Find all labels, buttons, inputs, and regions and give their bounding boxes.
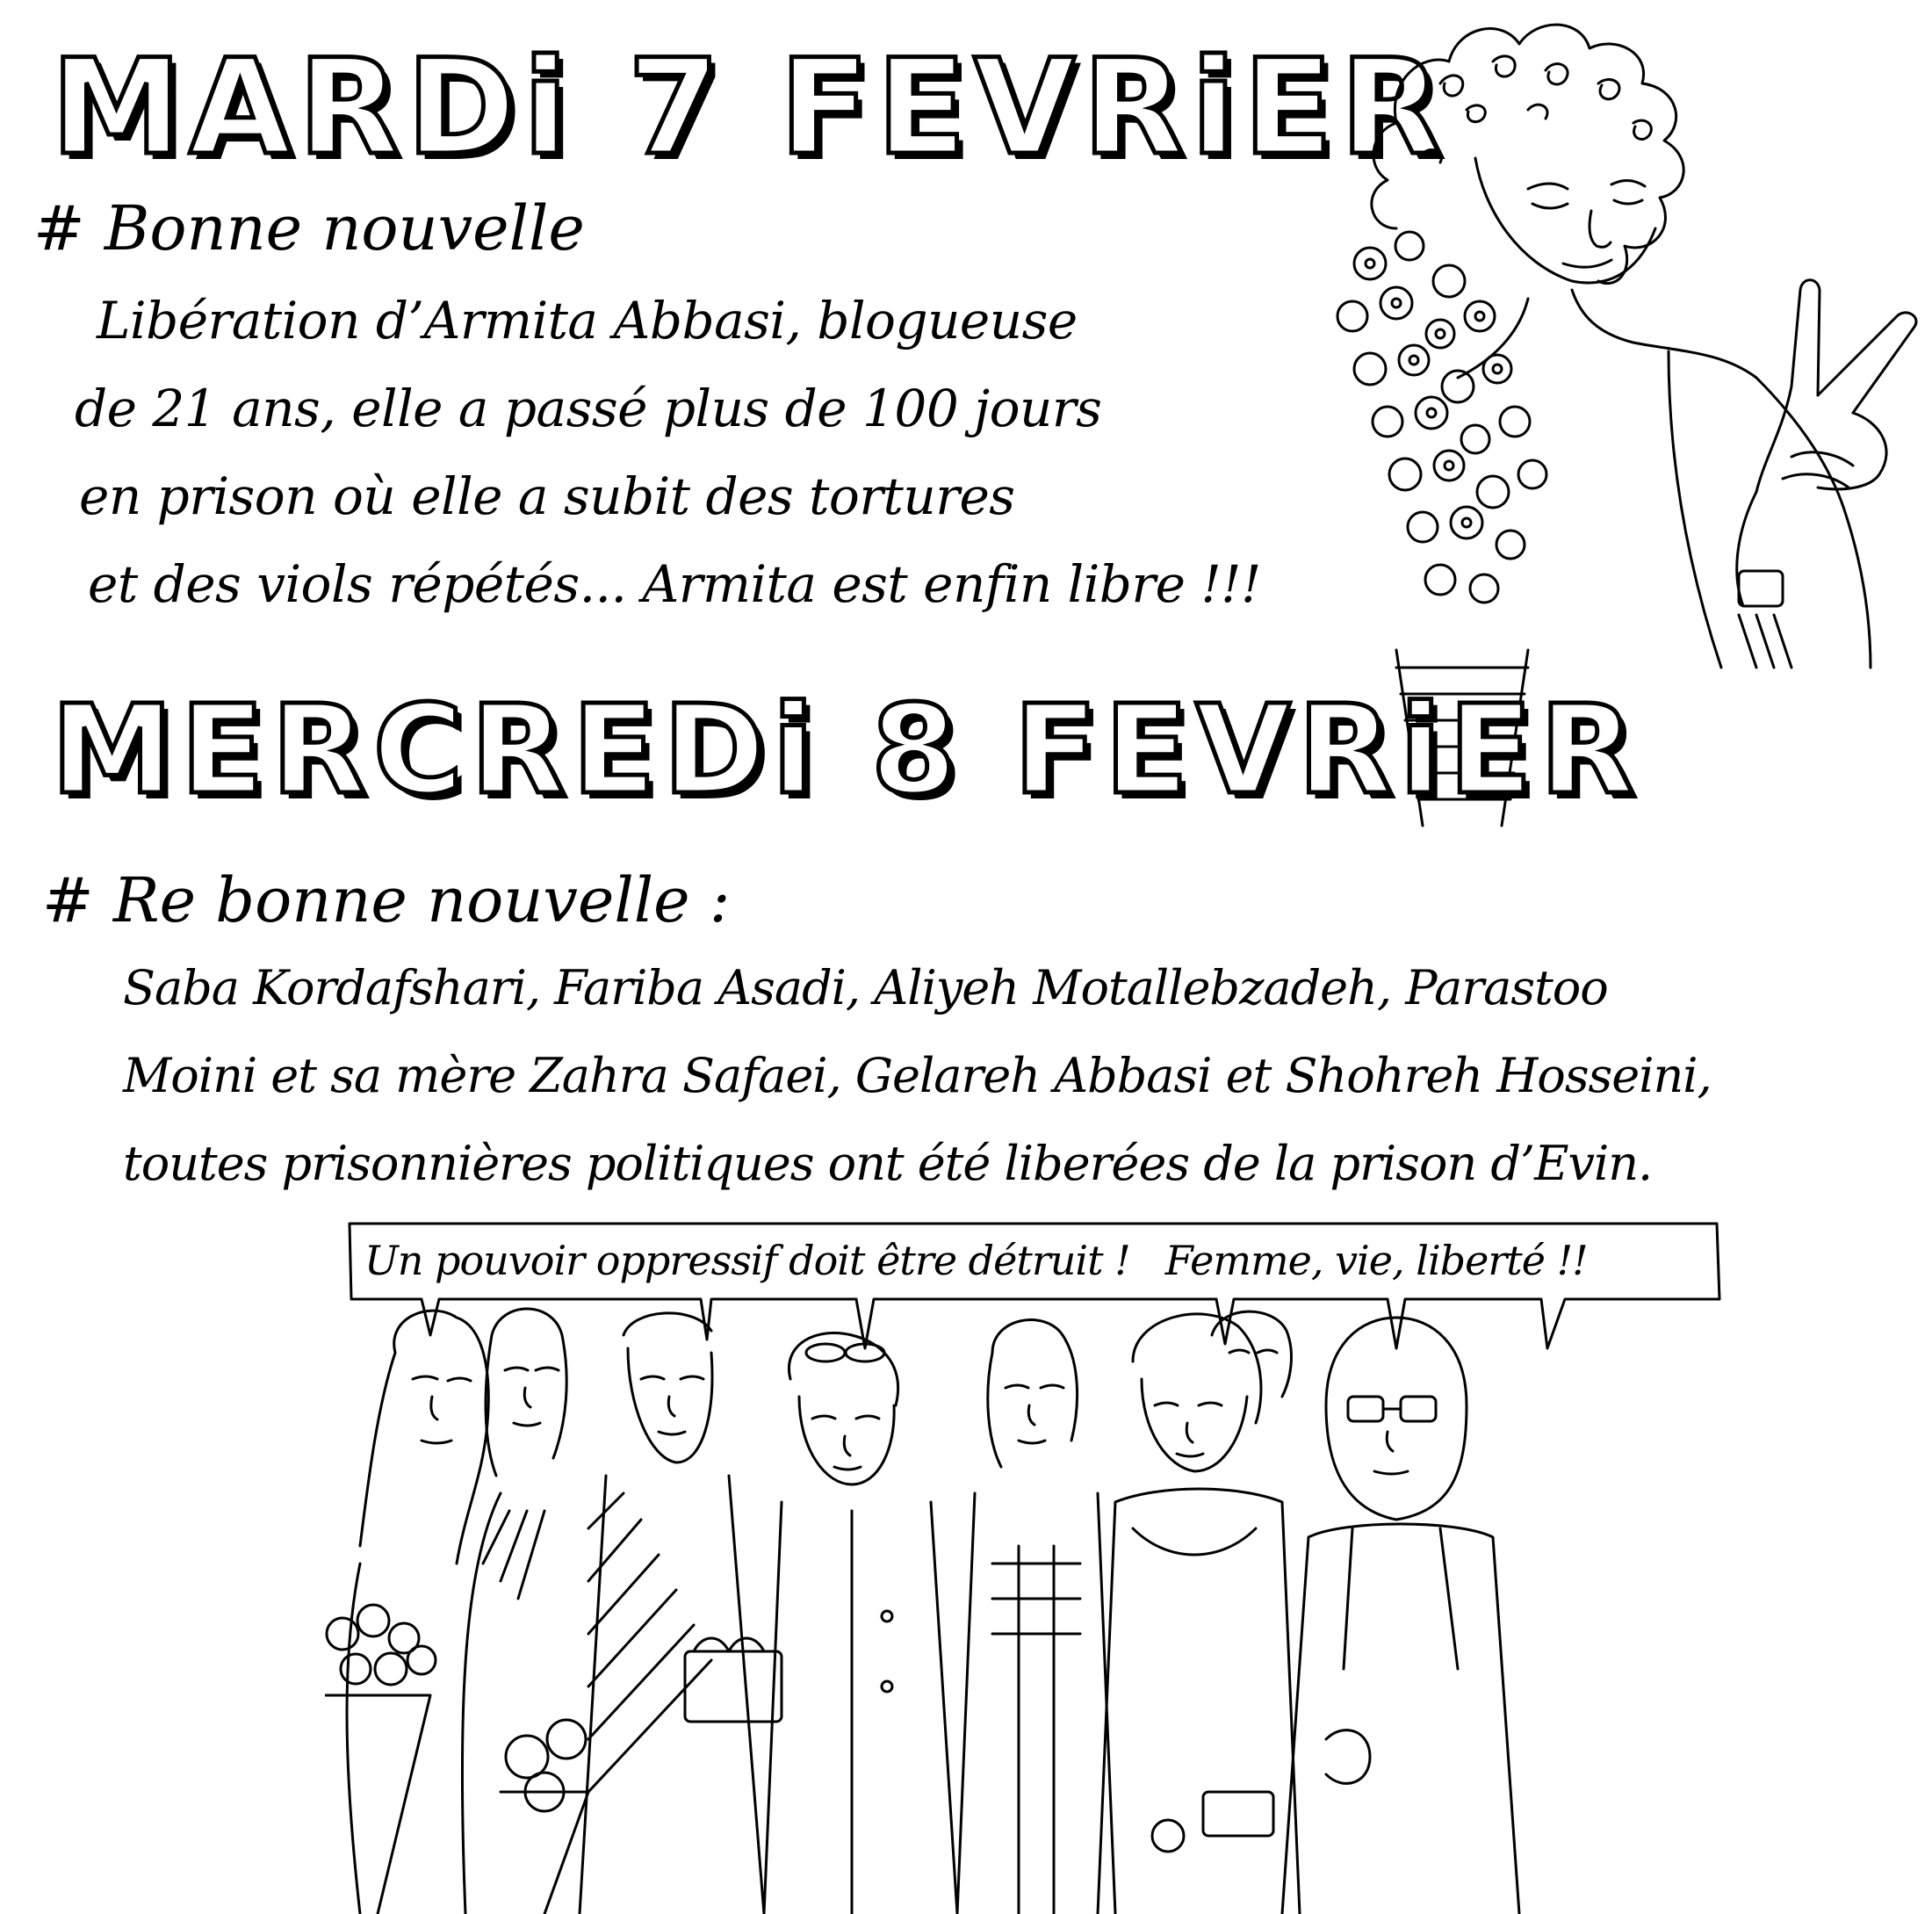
hashtag-good-news: # Bonne nouvelle bbox=[33, 192, 585, 264]
v-sign-hand-drawing bbox=[1737, 280, 1916, 606]
slogan-destroy-oppressive-power: Un pouvoir oppressif doit être détruit ! bbox=[364, 1237, 1130, 1284]
woman-5-drawing bbox=[957, 1320, 1115, 1914]
hair-drawing bbox=[1372, 25, 1683, 284]
woman-6-drawing bbox=[1098, 1314, 1300, 1914]
news-1-line-4: et des viols répétés... Armita est enfin libre !!! bbox=[88, 554, 1261, 614]
woman-7-drawing bbox=[1282, 1318, 1519, 1914]
news-1-line-2: de 21 ans, elle a passé plus de 100 jours bbox=[75, 379, 1102, 438]
heading-tuesday: MARDi 7 FEVRiER bbox=[51, 32, 1449, 184]
news-2-line-2: Moini et sa mère Zahra Safaei, Gelareh Abbasi et Shohreh Hosseini, bbox=[123, 1048, 1712, 1103]
face-drawing bbox=[1475, 158, 1655, 283]
woman-4-drawing bbox=[685, 1333, 957, 1914]
hashtag-good-news-again: # Re bonne nouvelle : bbox=[42, 864, 731, 936]
woman-3-drawing bbox=[580, 1313, 764, 1914]
heading-wednesday: MERCREDi 8 FEVRiER bbox=[51, 679, 1641, 822]
woman-8-drawing bbox=[1212, 1311, 1291, 1397]
news-2-line-3: toutes prisonnières politiques ont été liberées de la prison d’Evin. bbox=[123, 1136, 1653, 1191]
woman-2-drawing bbox=[462, 1309, 588, 1914]
news-2-line-1: Saba Kordafshari, Fariba Asadi, Aliyeh Motallebzadeh, Parastoo bbox=[123, 960, 1608, 1015]
news-1-line-3: en prison où elle a subit des tortures bbox=[79, 466, 1015, 526]
news-1-line-1: Libération d’Armita Abbasi, blogueuse bbox=[97, 291, 1078, 350]
bubble-text bbox=[364, 1221, 1588, 1300]
crowd-illustration bbox=[325, 1300, 1748, 1914]
slogan-woman-life-freedom: Femme, vie, liberté !! bbox=[1164, 1237, 1588, 1284]
